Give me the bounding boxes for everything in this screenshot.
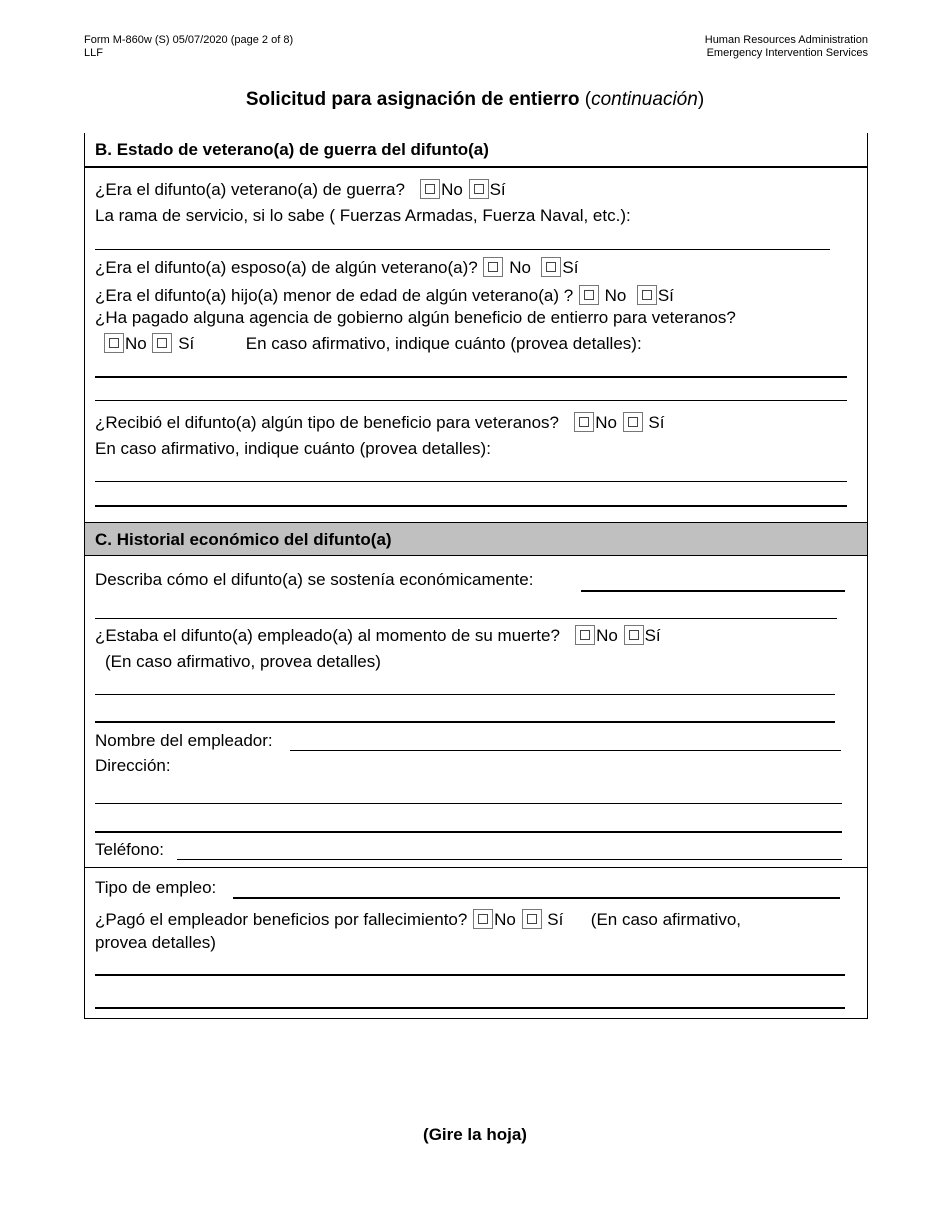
employed-no-checkbox[interactable] xyxy=(575,625,595,645)
death-benefits-no-checkbox[interactable] xyxy=(473,909,493,929)
support-input-line-1[interactable] xyxy=(581,590,845,592)
spouse-yes-label: Sí xyxy=(562,258,579,277)
death-benefits-no-label: No xyxy=(494,910,516,929)
address-label: Dirección: xyxy=(95,756,171,775)
received-question-row xyxy=(95,412,664,433)
received-question: ¿Recibió el difunto(a) algún tipo de beneficio para veteranos? xyxy=(95,413,560,432)
spouse-no-label: No xyxy=(509,258,531,277)
veteran-question: ¿Era el difunto(a) veterano(a) de guerra? xyxy=(95,180,405,199)
agency-paid-yes-label: Sí xyxy=(178,334,195,353)
phone-label: Teléfono: xyxy=(95,840,164,859)
death-benefits-yes-checkbox[interactable] xyxy=(522,909,542,929)
title-main: Solicitud para asignación de entierro xyxy=(245,89,580,110)
employment-type-label: Tipo de empleo: xyxy=(95,878,217,897)
veteran-yes-label: Sí xyxy=(489,180,506,199)
application-form xyxy=(84,133,868,1019)
section-b-divider xyxy=(85,166,867,168)
spouse-question-row xyxy=(95,257,578,278)
child-no-checkbox[interactable] xyxy=(579,285,599,305)
received-no-checkbox[interactable] xyxy=(574,412,594,432)
child-yes-label: Sí xyxy=(657,286,674,305)
section-c-heading: C. Historial económico del difunto(a) xyxy=(85,523,867,556)
child-question-row xyxy=(95,285,674,306)
death-benefits-details-line-1[interactable] xyxy=(95,974,845,976)
form-header-left xyxy=(84,34,293,60)
received-details-line-2[interactable] xyxy=(95,505,847,507)
veteran-yes-checkbox[interactable] xyxy=(469,179,489,199)
spouse-question: ¿Era el difunto(a) esposo(a) de algún veterano(a)? xyxy=(95,258,478,277)
death-benefits-yes-label: Sí xyxy=(547,910,564,929)
death-benefits-row xyxy=(95,909,741,930)
received-yes-checkbox[interactable] xyxy=(623,412,643,432)
form-code: LLF xyxy=(84,47,103,59)
employed-no-label: No xyxy=(596,626,618,645)
branch-input-line[interactable] xyxy=(95,249,830,250)
employed-question-row xyxy=(95,625,661,646)
department-name: Emergency Intervention Services xyxy=(706,47,868,59)
agency-paid-no-checkbox[interactable] xyxy=(104,333,124,353)
employer-name-label: Nombre del empleador: xyxy=(95,731,273,750)
employed-yes-checkbox[interactable] xyxy=(624,625,644,645)
employed-question: ¿Estaba el difunto(a) empleado(a) al momento de su muerte? xyxy=(95,626,560,645)
received-amount-label: En caso afirmativo, indique cuánto (provea detalles): xyxy=(95,439,491,458)
form-id: Form M-860w (S) 05/07/2020 (page 2 of 8) xyxy=(84,34,294,46)
received-yes-label: Sí xyxy=(648,413,665,432)
child-no-label: No xyxy=(604,286,627,305)
turn-page-note: (Gire la hoja) xyxy=(423,1125,527,1144)
agency-paid-amount-label: En caso afirmativo, indique cuánto (provea detalles): xyxy=(245,334,642,353)
support-label: Describa cómo el difunto(a) se sostenía económicamente: xyxy=(95,570,534,589)
veteran-no-checkbox[interactable] xyxy=(420,179,440,199)
agency-paid-yes-checkbox[interactable] xyxy=(152,333,172,353)
employed-details-line-2[interactable] xyxy=(95,721,835,723)
agency-paid-options-row xyxy=(103,333,642,354)
agency-paid-question: ¿Ha pagado alguna agencia de gobierno algún beneficio de entierro para veteranos? xyxy=(95,308,736,327)
death-benefits-question: ¿Pagó el empleador beneficios por fallecimiento? xyxy=(95,910,468,929)
death-benefits-details-label-2: provea detalles) xyxy=(95,933,216,952)
child-question: ¿Era el difunto(a) hijo(a) menor de edad de algún veterano(a) ? xyxy=(95,286,574,305)
phone-input[interactable] xyxy=(177,859,842,860)
death-benefits-details-line-2[interactable] xyxy=(95,1007,845,1009)
agency-paid-no-label: No xyxy=(125,334,147,353)
agency-paid-details-line-1[interactable] xyxy=(95,376,847,378)
agency-name: Human Resources Administration xyxy=(704,34,868,46)
title-suffix: continuación xyxy=(591,89,698,110)
support-input-line-2[interactable] xyxy=(95,618,837,619)
spouse-yes-checkbox[interactable] xyxy=(541,257,561,277)
employed-details-label: (En caso afirmativo, provea detalles) xyxy=(105,652,381,671)
section-b-heading: B. Estado de veterano(a) de guerra del difunto(a) xyxy=(95,140,489,159)
death-benefits-details-label-1: (En caso afirmativo, xyxy=(590,910,742,929)
employed-yes-label: Sí xyxy=(644,626,661,645)
agency-paid-details-line-2[interactable] xyxy=(95,400,847,401)
employment-type-input[interactable] xyxy=(233,897,840,899)
veteran-question-row xyxy=(95,179,506,200)
page-title: Solicitud para asignación de entierro (continuación) xyxy=(245,89,705,110)
phone-divider xyxy=(85,867,867,868)
received-no-label: No xyxy=(595,413,617,432)
employer-name-input[interactable] xyxy=(290,750,841,751)
employed-details-line-1[interactable] xyxy=(95,694,835,695)
address-input-line-1[interactable] xyxy=(95,803,842,804)
received-details-line-1[interactable] xyxy=(95,481,847,482)
form-header-right xyxy=(705,34,868,60)
section-c-divider xyxy=(85,555,867,556)
child-yes-checkbox[interactable] xyxy=(637,285,657,305)
address-input-line-2[interactable] xyxy=(95,831,842,833)
branch-label: La rama de servicio, si lo sabe ( Fuerzas Armadas, Fuerza Naval, etc.): xyxy=(95,206,631,225)
spouse-no-checkbox[interactable] xyxy=(483,257,503,277)
veteran-no-label: No xyxy=(441,180,463,199)
